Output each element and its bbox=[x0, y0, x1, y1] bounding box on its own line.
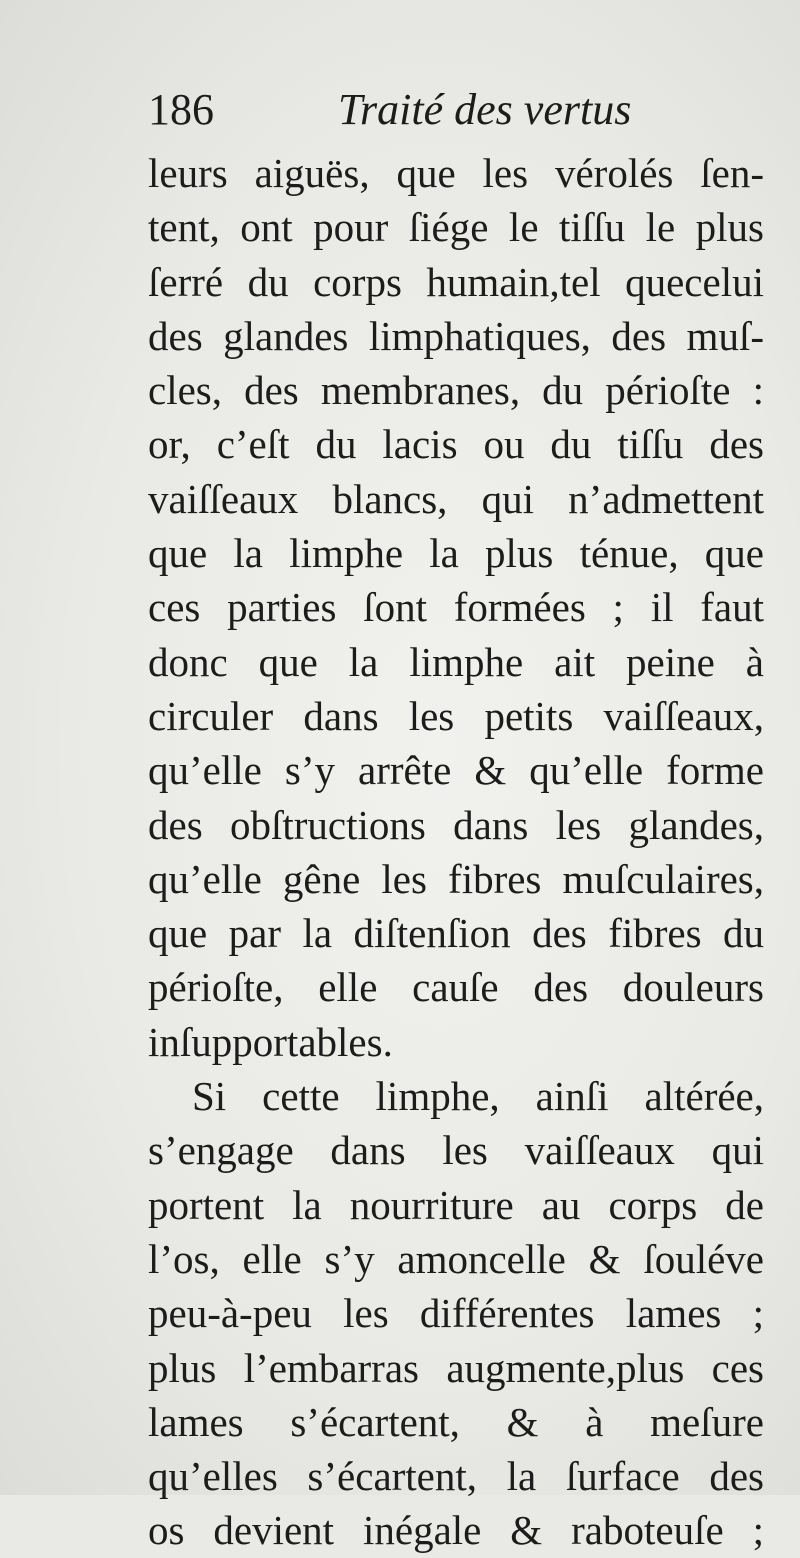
text-line: leurs aiguës, que les vérolés ſen- bbox=[148, 150, 764, 196]
text-line: lames s’écartent, & à meſure bbox=[148, 1398, 764, 1445]
text-line: os devient inégale & raboteuſe ; bbox=[148, 1507, 764, 1554]
text-line: qu’elles s’écartent, la ſurface des bbox=[148, 1453, 764, 1500]
text-line: que par la diſtenſion des fibres du bbox=[148, 910, 764, 957]
text-line: peu-à-peu les différentes lames ; bbox=[148, 1290, 764, 1337]
text-line: l’os, elle s’y amoncelle & ſouléve bbox=[148, 1235, 764, 1282]
text-line: s’engage dans les vaiſſeaux qui bbox=[148, 1127, 764, 1174]
body-text bbox=[148, 146, 764, 1558]
text-line: qu’elle s’y arrête & qu’elle forme bbox=[148, 747, 764, 794]
text-line: portent la nourriture au corps de bbox=[148, 1181, 764, 1228]
text-line: or, c’eſt du lacis ou du tiſſu des bbox=[148, 421, 764, 468]
text-line: des glandes limphatiques, des muſ- bbox=[148, 312, 764, 359]
page-header bbox=[148, 82, 760, 142]
text-line: qu’elle gêne les fibres muſculaires, bbox=[148, 855, 764, 902]
text-line: périoſte, elle cauſe des douleurs bbox=[148, 964, 764, 1011]
text-line: plus l’embarras augmente,plus ces bbox=[148, 1344, 764, 1391]
text-line: des obſtructions dans les glandes, bbox=[148, 801, 764, 848]
text-line: cles, des membranes, du périoſte : bbox=[148, 367, 764, 414]
paragraph-start-line: Si cette limphe, ainſi altérée, bbox=[192, 1073, 764, 1120]
page-number: 186 bbox=[148, 85, 214, 134]
paragraph-end-line: inſupportables. bbox=[148, 1018, 393, 1065]
text-line: donc que la limphe ait peine à bbox=[148, 638, 764, 685]
text-line: que la limphe la plus ténue, que bbox=[148, 530, 764, 577]
running-head: Traité des vertus bbox=[338, 85, 632, 134]
text-line: tent, ont pour ſiége le tiſſu le plus bbox=[148, 204, 764, 251]
text-line: ces parties ſont formées ; il faut bbox=[148, 584, 764, 631]
text-line: vaiſſeaux blancs, qui n’admettent bbox=[148, 475, 764, 522]
text-line: ſerré du corps humain,tel quecelui bbox=[148, 258, 764, 305]
text-line: circuler dans les petits vaiſſeaux, bbox=[148, 692, 764, 739]
